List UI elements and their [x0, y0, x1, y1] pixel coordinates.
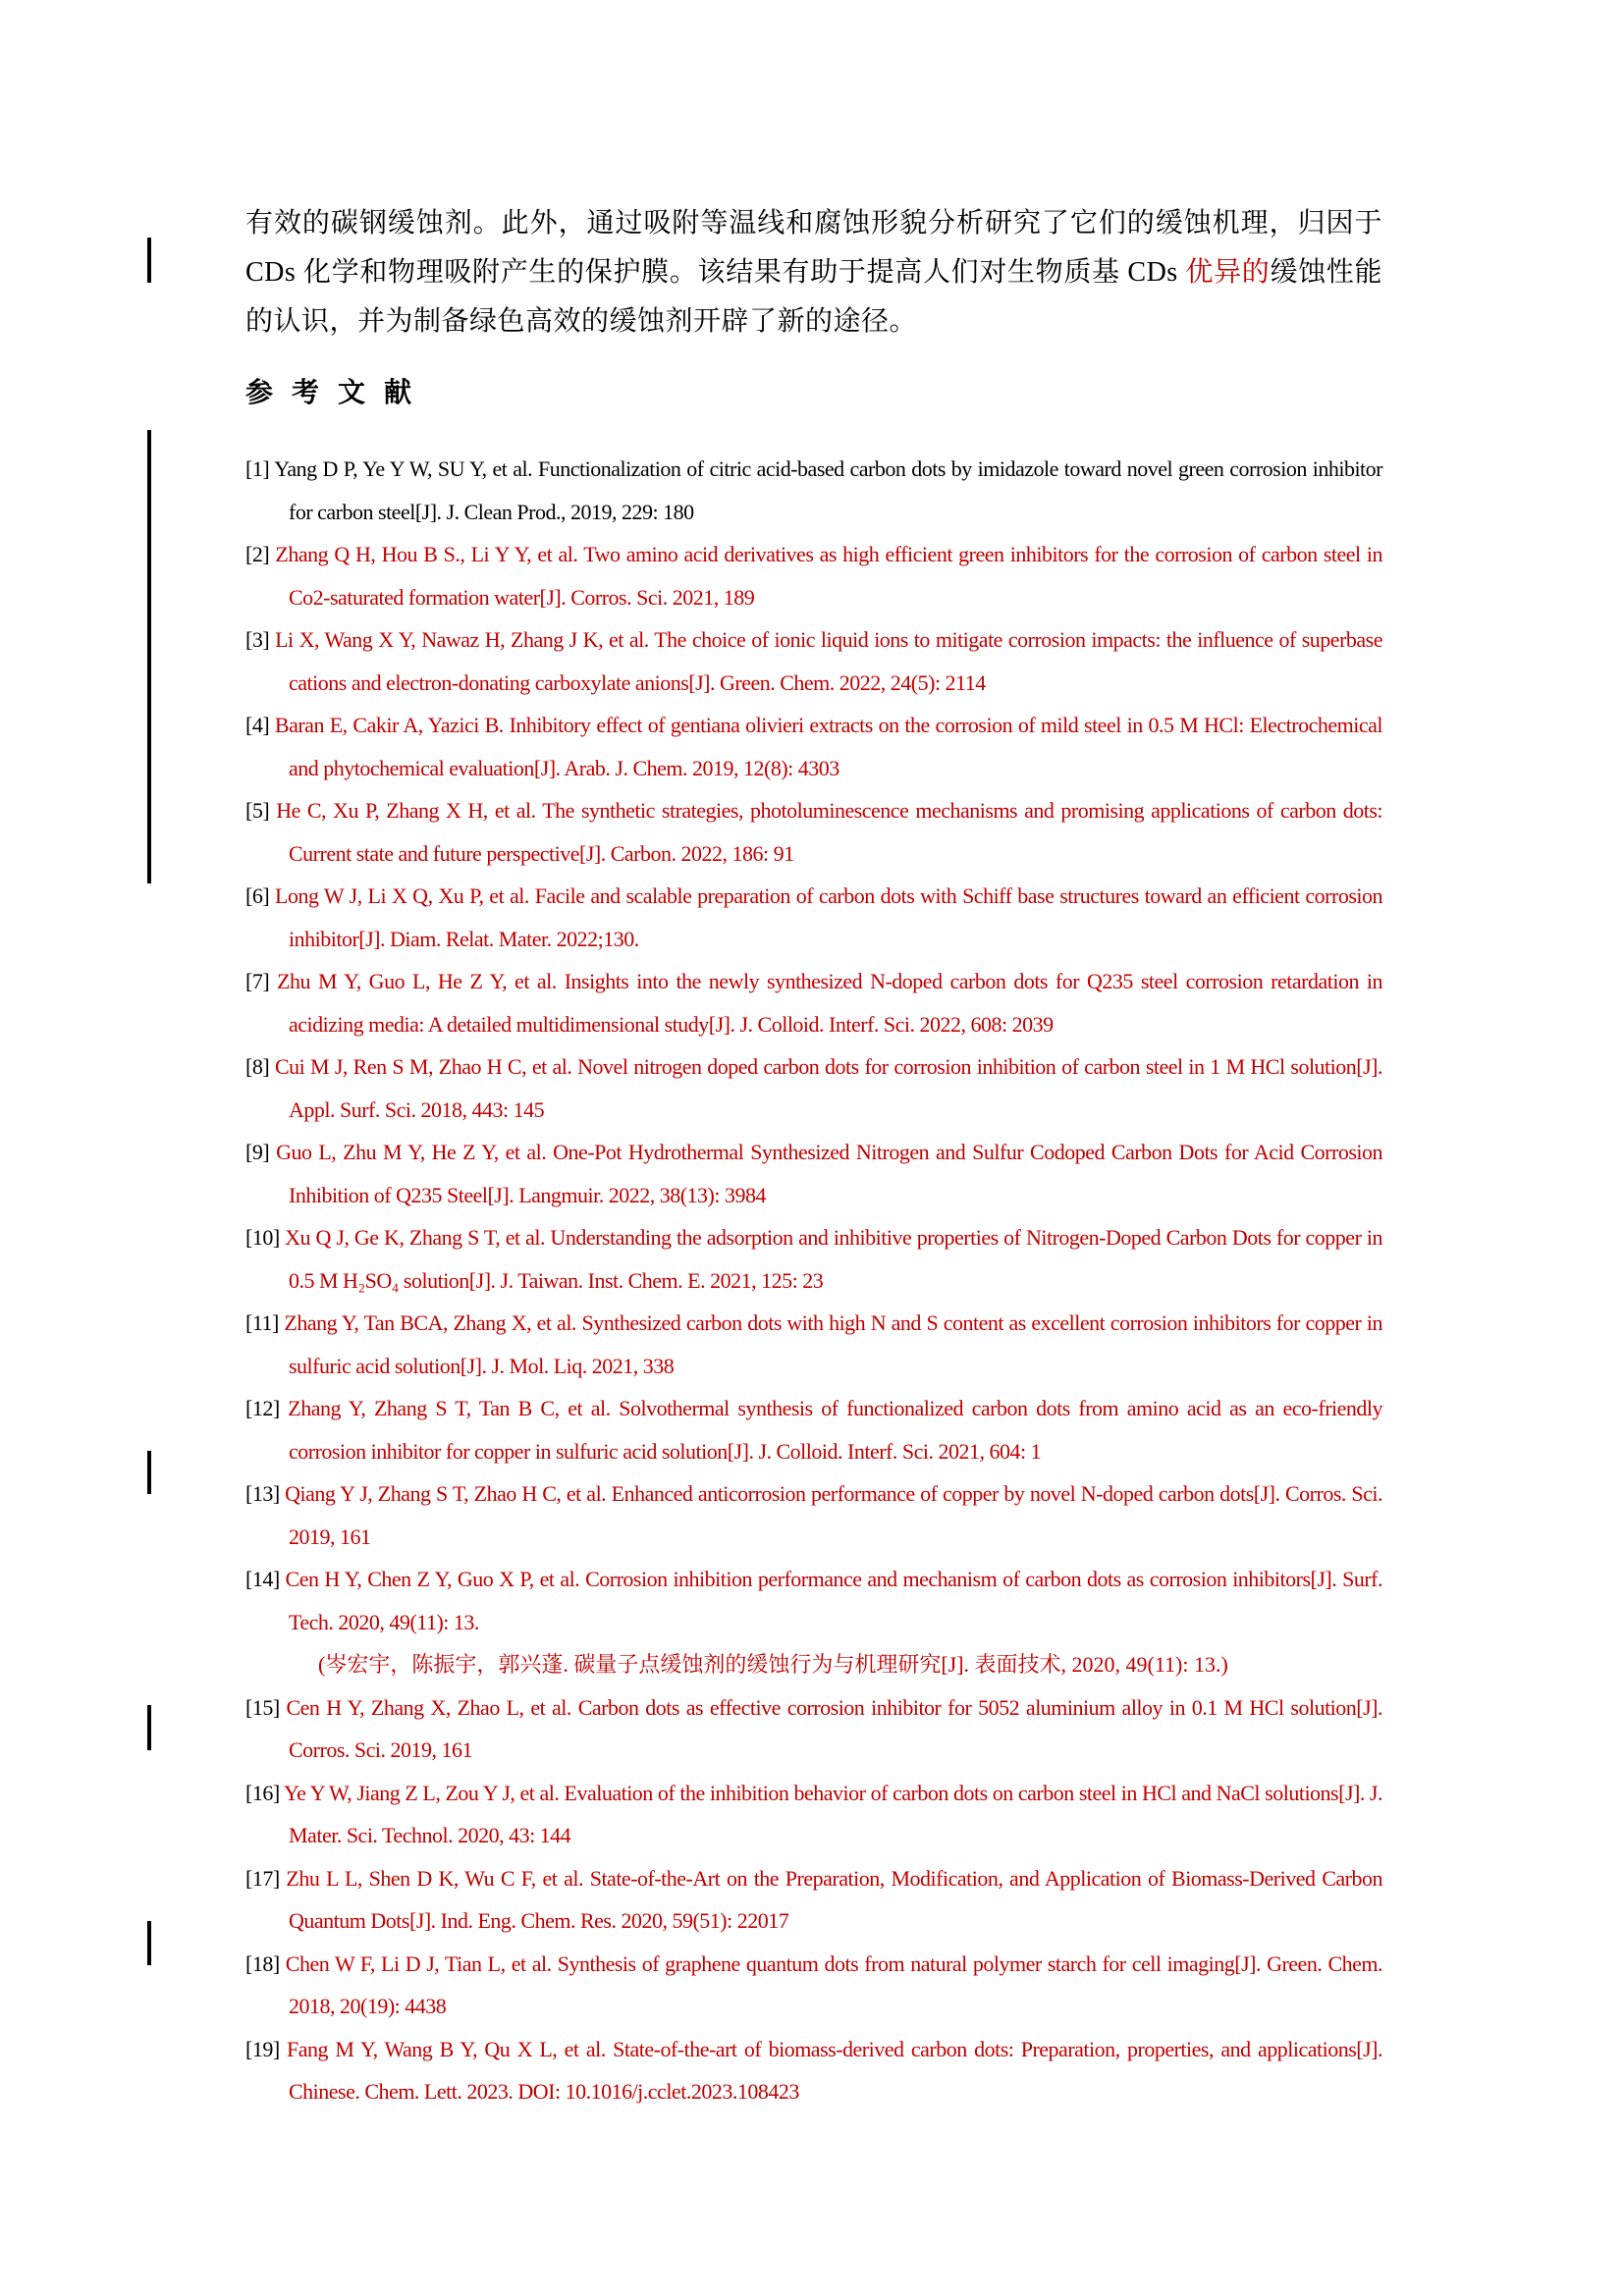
reference-number: [7] — [245, 969, 270, 993]
reference-item — [245, 704, 1382, 789]
reference-text: Qiang Y J, Zhang S T, Zhao H C, et al. Enhanced anticorrosion performance of copper by novel N-doped carbon dots[J]. Corros. Sci. 2019, 161 — [285, 1481, 1382, 1549]
reference-text: Li X, Wang X Y, Nawaz H, Zhang J K, et al. The choice of ionic liquid ions to mitigate corrosion impacts: the influence of superbase cations and electron-donating carboxylate anions[J]. Green. Chem. 2022, 24(5): 2114 — [275, 627, 1382, 695]
reference-text: Yang D P, Ye Y W, SU Y, et al. Functionalization of citric acid-based carbon dots by imidazole toward novel green corrosion inhibitor for carbon steel[J]. J. Clean Prod., 2019, 229: 180 — [274, 456, 1382, 524]
reference-item — [245, 2028, 1382, 2113]
reference-number: [17] — [245, 1865, 280, 1891]
reference-item — [245, 1943, 1382, 2028]
reference-number: [14] — [245, 1567, 280, 1591]
reference-text: Zhu L L, Shen D K, Wu C F, et al. State-of-the-Art on the Preparation, Modification, and Application of Biomass-Derived Carbon Quantum Dots[J]. Ind. Eng. Chem. Res. 2020, 59(51): 22017 — [286, 1865, 1382, 1933]
reference-number: [18] — [245, 1950, 280, 1976]
reference-number: [13] — [245, 1481, 280, 1506]
reference-number: [8] — [245, 1054, 270, 1079]
reference-number: [10] — [245, 1225, 280, 1250]
reference-item — [245, 1131, 1382, 1216]
reference-text: Zhang Y, Zhang S T, Tan B C, et al. Solvothermal synthesis of functionalized carbon dots from amino acid as an eco-friendly corrosion inhibitor for copper in sulfuric acid solution[J]. J. Colloid. Interf. Sci. 2021, 604: 1 — [288, 1396, 1383, 1464]
reference-number: [2] — [245, 542, 270, 566]
reference-item — [245, 618, 1382, 704]
reference-number: [16] — [245, 1780, 280, 1805]
reference-number: [12] — [245, 1396, 280, 1420]
reference-text: Zhu M Y, Guo L, He Z Y, et al. Insights into the newly synthesized N-doped carbon dots for Q235 steel corrosion retardation in acidizing media: A detailed multidimensional study[J]. J. Colloid. Interf. Sci. 2022, 608: 2039 — [277, 969, 1382, 1037]
reference-text: Guo L, Zhu M Y, He Z Y, et al. One-Pot Hydrothermal Synthesized Nitrogen and Sulfur Codoped Carbon Dots for Acid Corrosion Inhibition of Q235 Steel[J]. Langmuir. 2022, 38(13): 3984 — [276, 1140, 1383, 1207]
reference-item — [245, 533, 1382, 618]
reference-item — [245, 1387, 1382, 1472]
reference-number: [15] — [245, 1694, 280, 1720]
revision-change-bar — [147, 238, 151, 283]
reference-number: [4] — [245, 713, 270, 737]
reference-number: [1] — [245, 456, 270, 481]
abstract-segment: 缓蚀性能的认识，并为制备绿色高效的缓蚀剂开辟了新的途径。 — [245, 257, 1382, 337]
reference-text: He C, Xu P, Zhang X H, et al. The synthetic strategies, photoluminescence mechanisms and promising applications of carbon dots: Current state and future perspective[J]. Carbon. 2022, 186: 91 — [276, 798, 1383, 866]
reference-item — [245, 875, 1382, 960]
reference-item — [245, 1857, 1382, 1943]
reference-text: Ye Y W, Jiang Z L, Zou Y J, et al. Evaluation of the inhibition behavior of carbon dots on carbon steel in HCl and NaCl solutions[J]. J. Mater. Sci. Technol. 2020, 43: 144 — [283, 1780, 1382, 1847]
reference-number: [11] — [245, 1310, 279, 1335]
reference-chinese-translation: (岑宏宇，陈振宇，郭兴蓬. 碳量子点缓蚀剂的缓蚀行为与机理研究[J]. 表面技术, 2020, 49(11): 13.) — [318, 1652, 1228, 1677]
reference-text: Long W J, Li X Q, Xu P, et al. Facile and scalable preparation of carbon dots with Schiff base structures toward an efficient corrosion inhibitor[J]. Diam. Relat. Mater. 2022;130. — [275, 883, 1383, 951]
reference-number: [6] — [245, 883, 270, 908]
reference-text: Xu Q J, Ge K, Zhang S T, et al. Understanding the adsorption and inhibitive properties of Nitrogen-Doped Carbon Dots for copper in 0.5 M H₂SO₄ solution[J]. J. Taiwan. Inst. Chem. E. 2021, 125: 23 — [285, 1225, 1382, 1293]
reference-text: Cen H Y, Zhang X, Zhao L, et al. Carbon dots as effective corrosion inhibitor for 5052 aluminium alloy in 0.1 M HCl solution[J]. Corros. Sci. 2019, 161 — [286, 1694, 1383, 1762]
reference-text: Zhang Q H, Hou B S., Li Y Y, et al. Two amino acid derivatives as high efficient green inhibitors for the corrosion of carbon steel in Co2-saturated formation water[J]. Corros. Sci. 2021, 189 — [275, 542, 1383, 610]
reference-number: [5] — [245, 798, 270, 823]
reference-text: Chen W F, Li D J, Tian L, et al. Synthesis of graphene quantum dots from natural polymer starch for cell imaging[J]. Green. Chem. 2018, 20(19): 4438 — [285, 1950, 1382, 2018]
reference-item — [245, 1472, 1382, 1558]
reference-number: [19] — [245, 2036, 280, 2061]
references-heading: 参 考 文 献 — [245, 378, 418, 408]
reference-number: [9] — [245, 1140, 270, 1164]
revision-change-bar — [147, 1451, 151, 1494]
page-content — [245, 199, 1382, 2113]
revision-change-bar — [147, 430, 151, 883]
reference-text: Zhang Y, Tan BCA, Zhang X, et al. Synthesized carbon dots with high N and S content as excellent corrosion inhibitors for copper in sulfuric acid solution[J]. J. Mol. Liq. 2021, 338 — [284, 1310, 1382, 1378]
reference-item — [245, 789, 1382, 875]
revision-change-bar — [147, 1705, 151, 1750]
reference-item — [245, 1772, 1382, 1857]
abstract-paragraph — [245, 199, 1382, 347]
references-list — [245, 448, 1382, 2113]
reference-item — [245, 1686, 1382, 1772]
abstract-segment: 优异的 — [1185, 257, 1271, 288]
reference-number: [3] — [245, 627, 270, 652]
reference-item — [245, 1302, 1382, 1387]
reference-text: Baran E, Cakir A, Yazici B. Inhibitory effect of gentiana olivieri extracts on the corrosion of mild steel in 0.5 M HCl: Electrochemical and phytochemical evaluation[J]. Arab. J. Chem. 2019, 12(8): 4303 — [274, 713, 1383, 780]
reference-text: Cui M J, Ren S M, Zhao H C, et al. Novel nitrogen doped carbon dots for corrosion inhibition of carbon steel in 1 M HCl solution[J]. Appl. Surf. Sci. 2018, 443: 145 — [274, 1054, 1382, 1122]
reference-item — [245, 448, 1382, 533]
reference-text: Cen H Y, Chen Z Y, Guo X P, et al. Corrosion inhibition performance and mechanism of carbon dots as corrosion inhibitors[J]. Surf. Tech. 2020, 49(11): 13. — [285, 1567, 1382, 1634]
reference-item — [245, 1558, 1382, 1686]
revision-change-bar — [147, 1921, 151, 1965]
reference-item — [245, 1216, 1382, 1302]
reference-item — [245, 960, 1382, 1045]
reference-item — [245, 1045, 1382, 1131]
abstract-segment: 有效的碳钢缓蚀剂。此外，通过吸附等温线和腐蚀形貌分析研究了它们的缓蚀机理，归因于 CDs 化学和物理吸附产生的保护膜。该结果有助于提高人们对生物质基 CDs — [245, 208, 1382, 288]
reference-text: Fang M Y, Wang B Y, Qu X L, et al. State-of-the-art of biomass-derived carbon dots: Preparation, properties, and applications[J]. Chinese. Chem. Lett. 2023. DOI: 10.1016/j.cclet.2023.108423 — [287, 2036, 1383, 2104]
